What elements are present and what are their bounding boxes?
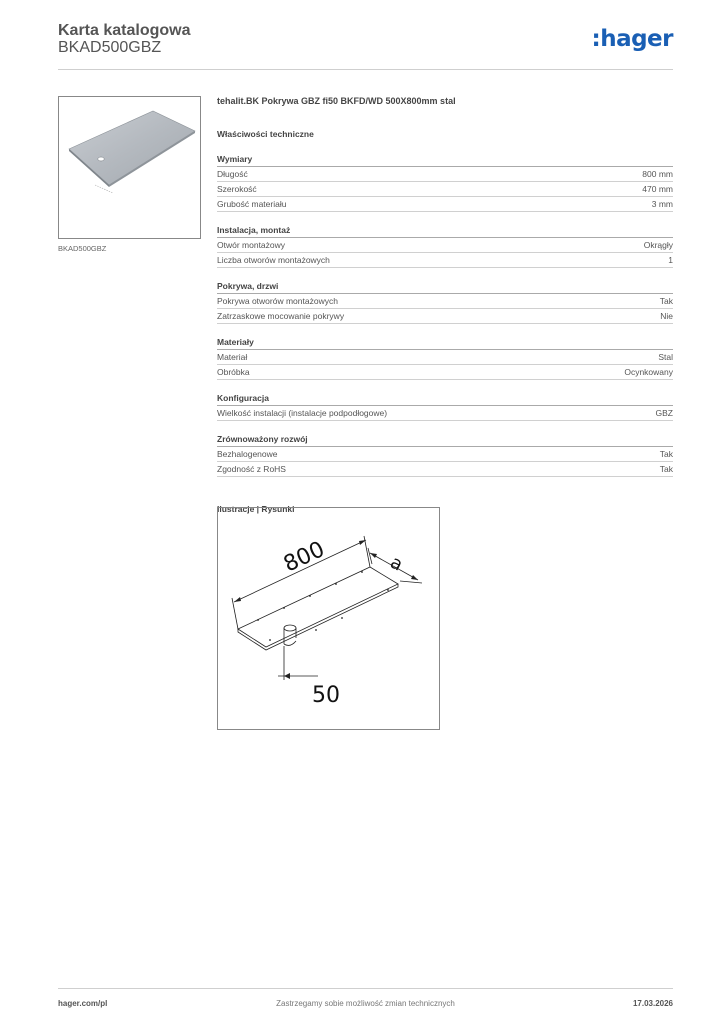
spec-group xyxy=(217,151,673,222)
spec-row xyxy=(217,294,673,309)
group-spacer xyxy=(217,421,673,431)
spec-row xyxy=(217,182,673,197)
page-header xyxy=(58,22,673,70)
mounting-hole xyxy=(284,625,296,631)
group-spacer xyxy=(217,477,673,487)
spec-value: 1 xyxy=(668,255,673,265)
spec-group-title: Materiały xyxy=(217,334,673,350)
spec-label: Obróbka xyxy=(217,367,250,377)
footer-disclaimer: Zastrzegamy sobie możliwość zmian technicznych xyxy=(276,999,455,1008)
spec-value: Tak xyxy=(659,449,673,459)
document-title: Karta katalogowa xyxy=(58,22,191,39)
spec-value: Tak xyxy=(659,464,673,474)
spec-label: Zatrzaskowe mocowanie pokrywy xyxy=(217,311,345,321)
spec-row xyxy=(217,309,673,324)
cover-plate-outline xyxy=(238,567,398,647)
spec-value: Okrągły xyxy=(643,240,673,250)
drawing-svg xyxy=(218,508,439,729)
spec-group-title: Instalacja, montaż xyxy=(217,222,673,238)
hager-logo[interactable]: :hager xyxy=(591,26,673,52)
dimension-width-label: a xyxy=(386,551,407,576)
spec-label: Liczba otworów montażowych xyxy=(217,255,330,265)
group-spacer xyxy=(217,268,673,278)
spec-label: Otwór montażowy xyxy=(217,240,286,250)
spec-group-title: Konfiguracja xyxy=(217,390,673,406)
spec-row xyxy=(217,167,673,182)
footer-date: 17.03.2026 xyxy=(632,999,673,1008)
group-spacer xyxy=(217,324,673,334)
spec-row xyxy=(217,406,673,421)
spec-value: Stal xyxy=(658,352,673,362)
spec-group-title: Pokrywa, drzwi xyxy=(217,278,673,294)
spec-label: Długość xyxy=(217,169,248,179)
dimension-hole-label: 50 xyxy=(312,683,340,708)
spec-label: Pokrywa otworów montażowych xyxy=(217,296,338,306)
cover-plate-edge xyxy=(238,584,398,650)
spec-content xyxy=(217,96,673,514)
spec-groups xyxy=(217,151,673,487)
spec-group xyxy=(217,334,673,390)
spec-value: 800 mm xyxy=(642,169,673,179)
tech-properties-heading: Właściwości techniczne xyxy=(217,129,314,139)
spec-group-title: Wymiary xyxy=(217,151,673,167)
spec-label: Bezhalogenowe xyxy=(217,449,278,459)
spec-label: Grubość materiału xyxy=(217,199,287,209)
product-title: tehalit.BK Pokrywa GBZ fi50 BKFD/WD 500X800mm stal xyxy=(217,96,456,106)
spec-row xyxy=(217,238,673,253)
spec-value: Nie xyxy=(660,311,673,321)
spec-value: Ocynkowany xyxy=(624,367,673,377)
spec-group xyxy=(217,390,673,431)
spec-label: Wielkość instalacji (instalacje podpodłogowe) xyxy=(217,408,388,418)
technical-drawing xyxy=(217,507,440,730)
spec-value: Tak xyxy=(659,296,673,306)
spec-row xyxy=(217,253,673,268)
dimension-length-label: 800 xyxy=(279,537,329,578)
spec-group-title: Zrównoważony rozwój xyxy=(217,431,673,447)
spec-row xyxy=(217,462,673,477)
spec-value: 470 mm xyxy=(642,184,673,194)
footer-url[interactable]: hager.com/pl xyxy=(58,999,108,1008)
illustrations-heading: Ilustracje | Rysunki xyxy=(217,504,295,514)
spec-label: Szerokość xyxy=(217,184,257,194)
spec-value: 3 mm xyxy=(651,199,673,209)
page-footer xyxy=(58,988,673,1013)
spec-label: Materiał xyxy=(217,352,248,362)
product-photo-image xyxy=(59,97,200,238)
group-spacer xyxy=(217,212,673,222)
spec-group xyxy=(217,431,673,487)
spec-label: Zgodność z RoHS xyxy=(217,464,286,474)
product-code: BKAD500GBZ xyxy=(58,39,162,56)
spec-group xyxy=(217,222,673,278)
spec-row xyxy=(217,447,673,462)
spec-group xyxy=(217,278,673,334)
photo-caption: BKAD500GBZ xyxy=(58,244,107,253)
spec-row xyxy=(217,365,673,380)
group-spacer xyxy=(217,380,673,390)
spec-row xyxy=(217,350,673,365)
spec-row xyxy=(217,197,673,212)
spec-value: GBZ xyxy=(655,408,673,418)
product-photo xyxy=(58,96,201,239)
